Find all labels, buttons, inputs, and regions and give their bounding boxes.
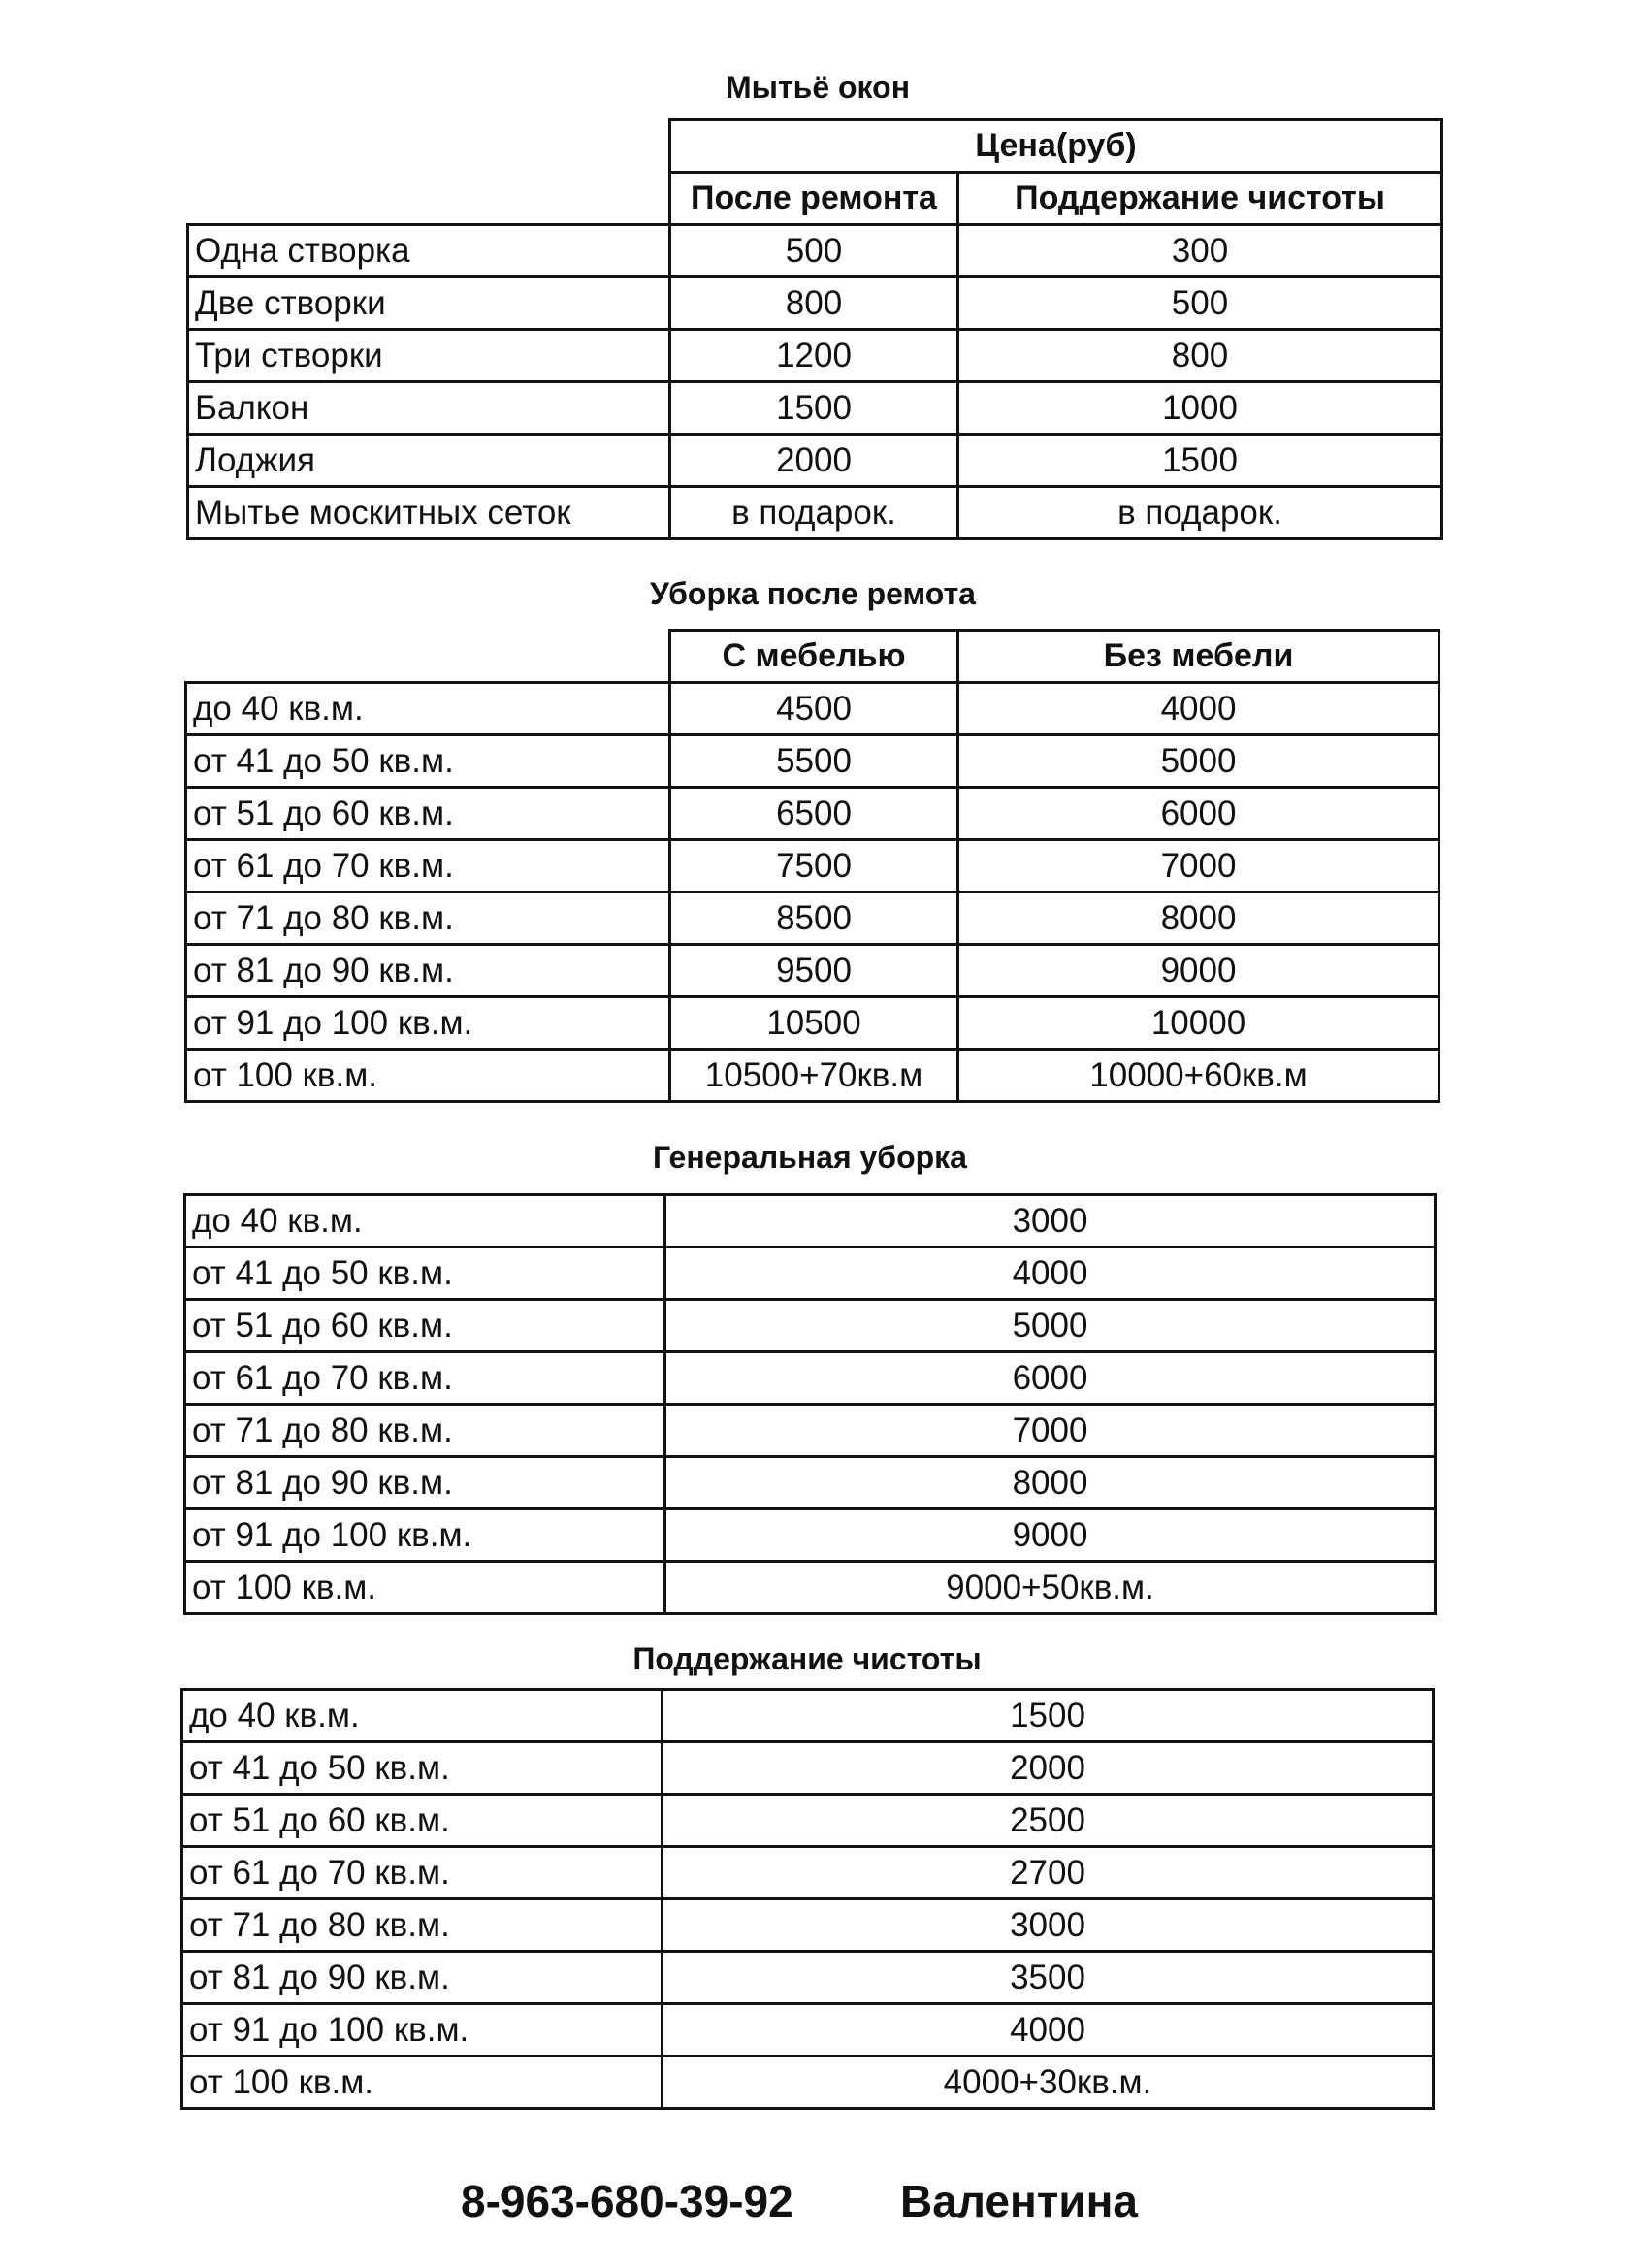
row-label: Одна створка	[188, 225, 670, 277]
row-label: от 100 кв.м.	[185, 1562, 665, 1614]
price-cell: 9500	[670, 945, 958, 997]
row-label: от 71 до 80 кв.м.	[182, 1899, 663, 1952]
table-row	[185, 1195, 1436, 1247]
table-row	[188, 435, 1442, 487]
price-cell: в подарок.	[670, 487, 958, 539]
table-row	[185, 1352, 1436, 1405]
price-cell: 10500	[670, 997, 958, 1050]
row-label: от 41 до 50 кв.м.	[185, 1247, 665, 1300]
price-cell: 6000	[958, 788, 1439, 840]
price-cell: 9000	[665, 1509, 1436, 1562]
price-cell: 8500	[670, 892, 958, 945]
price-cell: 7500	[670, 840, 958, 892]
row-label: Лоджия	[188, 435, 670, 487]
row-label: от 71 до 80 кв.м.	[185, 1405, 665, 1457]
row-label: от 51 до 60 кв.м.	[182, 1795, 663, 1847]
column-header: После ремонта	[670, 173, 958, 225]
price-cell: 1500	[663, 1690, 1434, 1742]
price-cell: 6000	[665, 1352, 1436, 1405]
window-cleaning-table	[186, 118, 1443, 540]
price-cell: 10000	[958, 997, 1439, 1050]
general-cleaning-title: Генеральная уборка	[653, 1140, 967, 1175]
price-cell: 3000	[663, 1899, 1434, 1952]
row-label: от 91 до 100 кв.м.	[186, 997, 670, 1050]
price-cell: 4000	[958, 683, 1439, 735]
table-row	[182, 2057, 1434, 2109]
row-label: от 100 кв.м.	[186, 1050, 670, 1102]
table-row	[182, 1742, 1434, 1795]
price-cell: 10500+70кв.м	[670, 1050, 958, 1102]
blank-corner	[186, 631, 670, 683]
price-cell: 4500	[670, 683, 958, 735]
table-row	[188, 382, 1442, 435]
renovation-cleaning-title: Уборка после ремота	[650, 576, 976, 611]
price-cell: 1000	[958, 382, 1442, 435]
table-row	[188, 225, 1442, 277]
row-label: от 91 до 100 кв.м.	[185, 1509, 665, 1562]
table-row	[188, 277, 1442, 330]
price-cell: 800	[958, 330, 1442, 382]
table-row	[182, 1847, 1434, 1899]
table-row	[182, 1899, 1434, 1952]
price-cell: 1500	[958, 435, 1442, 487]
row-label: до 40 кв.м.	[182, 1690, 663, 1742]
maintenance-cleaning-table	[180, 1688, 1435, 2110]
row-label: от 100 кв.м.	[182, 2057, 663, 2109]
table-row	[185, 1300, 1436, 1352]
maintenance-cleaning-title: Поддержание чистоты	[632, 1641, 982, 1676]
column-header: Поддержание чистоты	[958, 173, 1442, 225]
row-label: до 40 кв.м.	[185, 1195, 665, 1247]
price-cell: 2700	[663, 1847, 1434, 1899]
table-row	[185, 1509, 1436, 1562]
table-row	[186, 683, 1439, 735]
price-cell: 8000	[665, 1457, 1436, 1509]
window-cleaning-title: Мытьё окон	[725, 70, 911, 105]
general-cleaning-table	[183, 1193, 1437, 1615]
price-group-header: Цена(руб)	[670, 120, 1442, 173]
row-label: от 71 до 80 кв.м.	[186, 892, 670, 945]
row-label: от 51 до 60 кв.м.	[185, 1300, 665, 1352]
price-cell: 4000	[665, 1247, 1436, 1300]
price-cell: 1200	[670, 330, 958, 382]
row-label: от 91 до 100 кв.м.	[182, 2004, 663, 2057]
row-label: от 61 до 70 кв.м.	[182, 1847, 663, 1899]
row-label: Балкон	[188, 382, 670, 435]
table-row	[186, 945, 1439, 997]
price-cell: 5000	[665, 1300, 1436, 1352]
table-row	[182, 1690, 1434, 1742]
column-header: С мебелью	[670, 631, 958, 683]
price-cell: в подарок.	[958, 487, 1442, 539]
price-cell: 5000	[958, 735, 1439, 788]
table-row	[185, 1405, 1436, 1457]
price-cell: 7000	[665, 1405, 1436, 1457]
table-row	[186, 840, 1439, 892]
price-cell: 3500	[663, 1952, 1434, 2004]
price-cell: 500	[958, 277, 1442, 330]
table-row	[182, 2004, 1434, 2057]
table-row	[182, 1952, 1434, 2004]
price-cell: 3000	[665, 1195, 1436, 1247]
row-label: от 81 до 90 кв.м.	[182, 1952, 663, 2004]
price-cell: 4000	[663, 2004, 1434, 2057]
table-row	[186, 788, 1439, 840]
price-cell: 2500	[663, 1795, 1434, 1847]
table-row	[186, 1050, 1439, 1102]
price-cell: 500	[670, 225, 958, 277]
price-cell: 1500	[670, 382, 958, 435]
row-label: от 51 до 60 кв.м.	[186, 788, 670, 840]
table-row	[186, 735, 1439, 788]
price-cell: 800	[670, 277, 958, 330]
price-cell: 4000+30кв.м.	[663, 2057, 1434, 2109]
table-row	[188, 487, 1442, 539]
price-cell: 10000+60кв.м	[958, 1050, 1439, 1102]
row-label: от 41 до 50 кв.м.	[182, 1742, 663, 1795]
table-row	[185, 1457, 1436, 1509]
price-cell: 6500	[670, 788, 958, 840]
row-label: Три створки	[188, 330, 670, 382]
price-cell: 2000	[663, 1742, 1434, 1795]
price-cell: 7000	[958, 840, 1439, 892]
row-label: от 81 до 90 кв.м.	[185, 1457, 665, 1509]
table-row	[186, 892, 1439, 945]
price-cell: 300	[958, 225, 1442, 277]
row-label: Мытье москитных сеток	[188, 487, 670, 539]
row-label: Две створки	[188, 277, 670, 330]
table-row	[185, 1562, 1436, 1614]
row-label: от 81 до 90 кв.м.	[186, 945, 670, 997]
price-cell: 9000	[958, 945, 1439, 997]
contact-phone: 8-963-680-39-92	[461, 2176, 793, 2226]
table-row	[188, 330, 1442, 382]
blank-corner	[188, 120, 670, 225]
price-cell: 8000	[958, 892, 1439, 945]
column-header: Без мебели	[958, 631, 1439, 683]
price-cell: 5500	[670, 735, 958, 788]
row-label: до 40 кв.м.	[186, 683, 670, 735]
row-label: от 61 до 70 кв.м.	[186, 840, 670, 892]
renovation-cleaning-table	[184, 629, 1440, 1103]
row-label: от 61 до 70 кв.м.	[185, 1352, 665, 1405]
table-row	[186, 997, 1439, 1050]
contact-name: Валентина	[900, 2176, 1138, 2226]
row-label: от 41 до 50 кв.м.	[186, 735, 670, 788]
table-row	[185, 1247, 1436, 1300]
price-cell: 2000	[670, 435, 958, 487]
table-row	[182, 1795, 1434, 1847]
price-cell: 9000+50кв.м.	[665, 1562, 1436, 1614]
